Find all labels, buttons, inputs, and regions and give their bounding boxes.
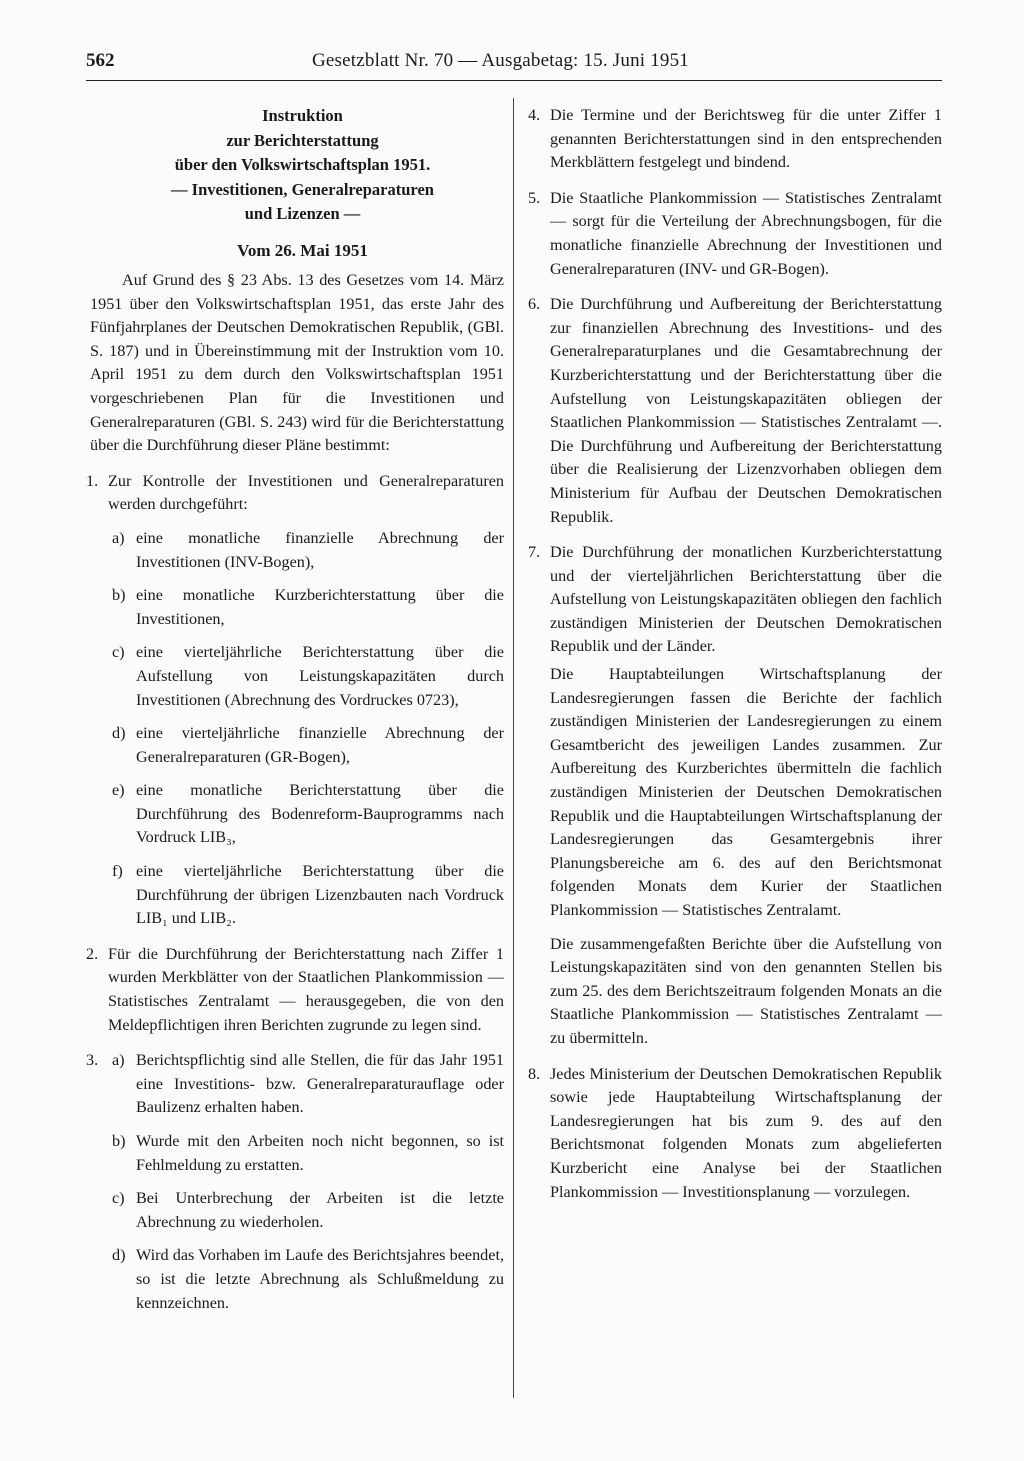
- document-date: Vom 26. Mai 1951: [237, 240, 368, 260]
- section-number: 5.: [528, 188, 541, 207]
- sub-text: eine monatliche Kurzberichterstattung über die Investitionen,: [136, 586, 504, 628]
- document-title: [106, 104, 499, 263]
- section-text: Zur Kontrolle der Investitionen und Generalreparaturen werden durchgeführt:: [108, 471, 504, 514]
- section-number: 4.: [528, 106, 541, 124]
- sub-label: b): [112, 1132, 126, 1150]
- sub-label: b): [112, 586, 126, 605]
- section-2: [86, 943, 504, 1037]
- section-7: [528, 541, 942, 1050]
- running-header-title: Gesetzblatt Nr. 70 — Ausgabetag: 15. Juni 1951: [312, 50, 690, 71]
- section-3-c: [108, 1187, 504, 1234]
- sub-label: d): [112, 724, 126, 743]
- title-line: über den Volkswirtschaftsplan 1951.: [174, 155, 431, 174]
- sub-label: c): [112, 1189, 125, 1208]
- section-7-continuation: Die zusammengefaßten Berichte über die Aufstellung von Leistungskapazitäten sind von den genannten Stellen bis zum 25. des dem Berichtszeitraum folgenden Monats an die Staatliche Plankommission — Statistisches Zentralamt — zu übermitteln.: [550, 934, 942, 1047]
- sub-label: a): [112, 528, 125, 547]
- sub-label: f): [112, 862, 123, 881]
- sub-text: Bei Unterbrechung der Arbeiten ist die letzte Abrechnung zu wiederholen.: [136, 1189, 504, 1231]
- section-1: [86, 470, 504, 517]
- section-4: [528, 104, 942, 175]
- sub-text: Berichtspflichtig sind alle Stellen, die für das Jahr 1951 eine Investitions- bzw. Generalreparaturauflage oder Baulizenz erhalten haben.: [136, 1051, 504, 1117]
- section-text: Die Durchführung und Aufbereitung der Berichterstattung zur finanziellen Abrechnung des Investitions- und des Generalreparaturplanes und die Gesamtabrechnung der Kurzberichterstattung und der Berichterstattung über die Aufstellung von Leistungskapazitäten obliegen der Staatlichen Plankommission — Statistisches Zentralamt —. Die Durchführung und Aufbereitung der Berichterstattung über die Realisierung der Lizenzvorhaben obliegen dem Ministerium für Aufbau der Deutschen Demokratischen Republik.: [550, 295, 942, 526]
- section-text: Die Durchführung der monatlichen Kurzberichterstattung und der vierteljährlichen Berichterstattung über die Aufstellung von Leistungskapazitäten obliegen den fachlich zuständigen Ministerien der Deutschen Demokratischen Republik und der Länder.: [550, 543, 942, 656]
- section-number: 7.: [528, 543, 541, 562]
- sub-label: e): [112, 781, 125, 800]
- section-1-c: [86, 641, 504, 712]
- section-3: [86, 1049, 504, 1315]
- section-1-a: [86, 527, 504, 574]
- section-number: 3.: [86, 1051, 99, 1070]
- section-3-d: [108, 1244, 504, 1315]
- column-divider: [513, 98, 514, 1398]
- section-5: [528, 187, 942, 281]
- sub-text: eine vierteljährliche Berichterstattung über die Durchführung der übrigen Lizenzbauten nach Vordruck LIB₁ und LIB₂.: [136, 862, 504, 928]
- intro-paragraph: Auf Grund des § 23 Abs. 13 des Gesetzes vom 14. März 1951 über den Volkswirtschaftsplan 1951, das erste Jahr des Fünfjahrplanes der Deutschen Demokratischen Republik, (GBl. S. 187) und in Übereinstimmung mit der Instruktion vom 10. April 1951 zu dem durch den Volkswirtschaftsplan 1951 vorgeschriebenen Plan für die Investitionen und Generalreparaturen (GBl. S. 243) wird für die Berichterstattung über die Durchführung dieser Pläne bestimmt:: [90, 271, 504, 455]
- sub-text: Wurde mit den Arbeiten noch nicht begonnen, so ist Fehlmeldung zu erstatten.: [136, 1132, 504, 1174]
- section-text: Die Staatliche Plankommission — Statistisches Zentralamt — sorgt für die Verteilung der Abrechnungsbogen, für die monatliche finanzielle Abrechnung der Investitionen und Generalreparaturen (INV- und GR-Bogen).: [550, 188, 942, 278]
- sub-text: eine monatliche finanzielle Abrechnung der Investitionen (INV-Bogen),: [136, 528, 504, 571]
- title-line: Instruktion: [262, 106, 343, 125]
- sub-text: eine vierteljährliche finanzielle Abrechnung der Generalreparaturen (GR-Bogen),: [136, 724, 504, 766]
- section-text: Für die Durchführung der Berichterstattung nach Ziffer 1 wurden Merkblätter von der Staatlichen Plankommission — Statistisches Zentralamt — herausgegeben, die von den Meldepflichtigen ihren Berichten zugrunde zu legen sind.: [108, 944, 504, 1034]
- right-column: [528, 104, 942, 1204]
- section-3-b: [108, 1130, 504, 1177]
- left-column: [86, 104, 504, 1315]
- section-1-d: [86, 722, 504, 769]
- header-rule: [86, 80, 942, 81]
- section-number: 8.: [528, 1064, 541, 1083]
- title-line: — Investitionen, Generalreparaturen: [171, 179, 434, 199]
- sub-text: Wird das Vorhaben im Laufe des Berichtsjahres beendet, so ist die letzte Abrechnung als Schlußmeldung zu kennzeichnen.: [136, 1246, 504, 1312]
- section-text: Jedes Ministerium der Deutschen Demokratischen Republik sowie jede Hauptabteilung Wirtschaftsplanung der Landesregierungen hat bis zum 9. des auf den Berichtsmonat folgenden Monats zum abgelieferten Kurzbericht eine Analyse bei der Staatlichen Plankommission — Investitionsplanung — vorzulegen.: [550, 1064, 942, 1201]
- section-1-b: [86, 584, 504, 631]
- page-number: 562: [86, 50, 115, 71]
- sub-text: eine monatliche Berichterstattung über die Durchführung des Bodenreform-Bauprogramms nach Vordruck LIB₃,: [136, 781, 504, 847]
- section-3-a: [108, 1049, 504, 1120]
- section-number: 2.: [86, 944, 99, 963]
- sub-label: d): [112, 1246, 126, 1265]
- section-1-f: [86, 860, 504, 931]
- section-text: Die Termine und der Berichtsweg für die unter Ziffer 1 genannten Berichterstattungen sind in den entsprechenden Merkblättern festgelegt und bindend.: [550, 106, 942, 172]
- section-number: 1.: [86, 471, 99, 490]
- section-7-continuation: Die Hauptabteilungen Wirtschaftsplanung der Landesregierungen fassen die Berichte der fachlich zuständigen Ministerien der Landesregierungen zu einem Gesamtbericht des jeweiligen Landes zusammen. Zur Aufbereitung des Kurzberichtes übermitteln die fachlich zuständigen Ministerien der Deutschen Demokratischen Republik und die Hauptabteilungen Wirtschaftsplanung der Landesregierungen das Gesamtergebnis ihrer Planungsbereiche am 6. des auf den Berichtsmonat folgenden Monats dem Kurier der Staatlichen Plankommission — Statistisches Zentralamt.: [550, 665, 942, 919]
- sub-label: c): [112, 643, 125, 662]
- sub-label: a): [112, 1051, 125, 1070]
- section-number: 6.: [528, 295, 541, 314]
- title-line: zur Berichterstattung: [226, 130, 379, 150]
- sub-text: eine vierteljährliche Berichterstattung über die Aufstellung von Leistungskapazitäten durch Investitionen (Abrechnung des Vordruckes 0723),: [136, 643, 504, 709]
- page-header: [86, 50, 942, 82]
- section-1-e: [86, 779, 504, 850]
- section-6: [528, 293, 942, 529]
- section-8: [528, 1063, 942, 1205]
- title-line: und Lizenzen —: [244, 204, 361, 223]
